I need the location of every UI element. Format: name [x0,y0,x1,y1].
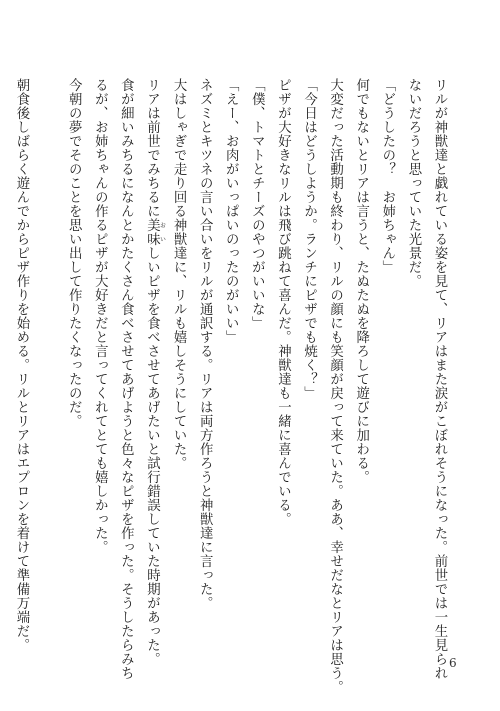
blank-line [34,78,60,638]
text-line-9: 「えー、お肉がいっぱいのったのがいい」 [223,78,239,344]
ruby-annotation: 美味 おい [144,218,166,246]
text-line-3: 「どうしたの？ お姉ちゃん」 [379,78,395,274]
ruby-reading: おい [158,218,166,246]
page-number: 6 [449,656,457,670]
text-line-10: ネズミとキツネの言い合いをリルが通訳する。リアは両方作ろうと神獣達に言った。 [197,78,213,610]
text-line-15: 今朝の夢でそのことを思い出して作りたくなったのだ。 [66,78,82,428]
text-line-12: リアは前世でみちるに美味 おいしいピザを食べさせてあげたいと試行錯誤していた時期があった。 [144,78,166,666]
text-line-6: 「今日はどうしようか。ランチにピザでも焼く？」 [301,78,317,400]
text-line-7: ピザが大好きなリルは飛び跳ねて喜んだ。神獣達も一緒に喜んでいる。 [275,78,291,526]
text-line-11: 大はしゃぎで走り回る神獣達に、リルも嬉しそうにしていた。 [171,78,187,470]
text-line-8: 「僕、トマトとチーズのやつがいいな」 [249,78,265,330]
vertical-text-body [8,78,452,694]
text-line-16: 朝食後しばらく遊んでからピザ作りを始める。リルとリアはエプロンを着けて準備万端だ。 [14,78,29,652]
text-line-2: ないだろうと思っていた光景だ。 [405,78,421,288]
text-line-14: るが、お姉ちゃんの作るピザが大好きだと言ってくれてとても嬉しかった。 [92,78,108,554]
text-line-1: リルが神獣達と戯れている姿を見て、リアはまた涙がこぼれそうになった。前世では一生見られ [432,78,447,680]
text-line-13: 食が細いみちるになんとかたくさん食べさせてあげようと色々なピザを作った。そうしたらみち [118,78,134,680]
text-line-4: 何でもないとリアは言うと、たぬたぬを降ろして遊びに加わる。 [353,78,369,484]
text-line-5: 大変だった活動期も終わり、リルの顔にも笑顔が戻って来ていた。ああ、幸せだなとリアは思う。 [327,78,343,694]
